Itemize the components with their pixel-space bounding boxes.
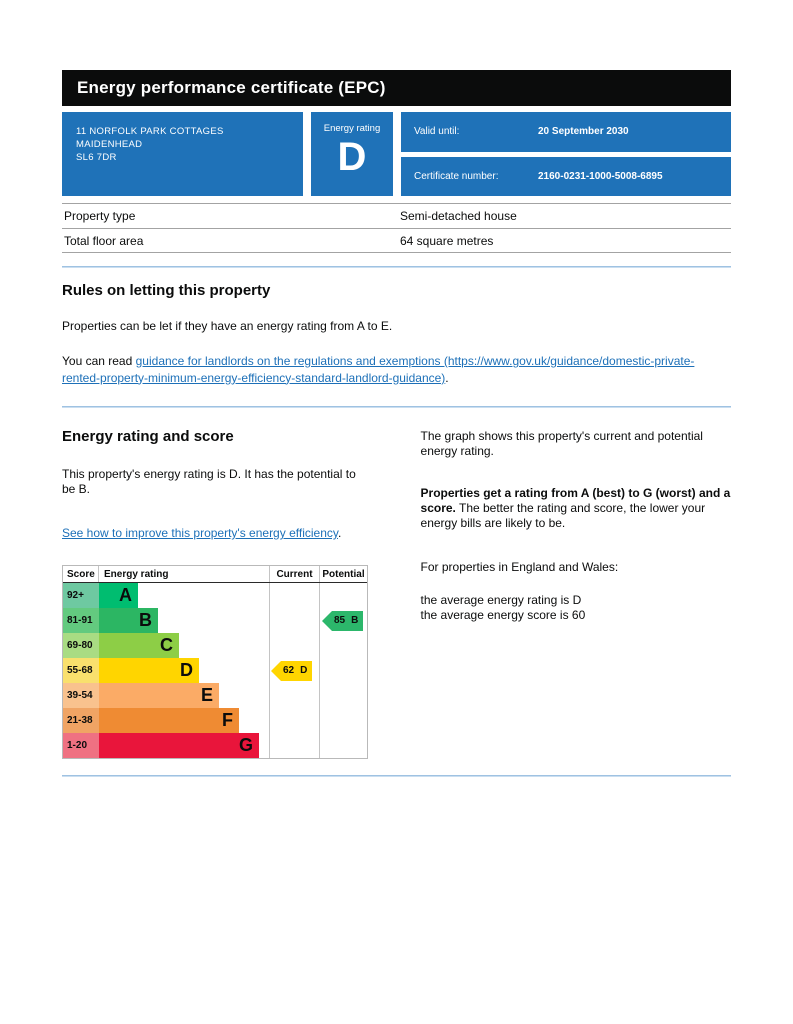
table-row — [62, 203, 731, 228]
chart-header — [63, 566, 367, 583]
band-bar-b: B — [99, 608, 158, 633]
rules-guidance-paragraph — [62, 353, 731, 386]
average-score-line: the average energy score is 60 — [420, 608, 586, 622]
rules-guidance-prefix: You can read — [62, 354, 136, 368]
rating-explanation-bold: Properties get a rating from A (best) to G (worst) and a score. — [420, 486, 731, 515]
band-bar-g: G — [99, 733, 259, 758]
score-range-g: 1-20 — [63, 733, 99, 758]
band-bar-e: E — [99, 683, 219, 708]
chart-row-band-g — [63, 733, 367, 758]
rules-section — [62, 282, 731, 386]
certificate-number-label: Certificate number: — [414, 170, 499, 182]
averages-paragraph — [421, 593, 731, 623]
address-line-1: 11 NORFOLK PARK COTTAGES — [76, 126, 224, 137]
rating-summary-paragraph: This property's energy rating is D. It has the potential to be B. — [62, 467, 356, 496]
score-range-a: 92+ — [63, 583, 99, 608]
section-divider — [62, 266, 731, 268]
band-bar-c: C — [99, 633, 179, 658]
address-line-2: MAIDENHEAD — [76, 139, 143, 150]
property-type-label: Property type — [64, 209, 136, 223]
energy-rating-value: D — [337, 135, 367, 179]
address-line-3: SL6 7DR — [76, 152, 117, 163]
average-rating-line: the average energy rating is D — [420, 593, 582, 607]
chart-header-current: Current — [269, 566, 319, 582]
certificate-number-value: 2160-0231-1000-5008-6895 — [538, 170, 663, 182]
rules-heading: Rules on letting this property — [62, 282, 271, 299]
score-range-d: 55-68 — [63, 658, 99, 683]
energy-rating-section — [62, 428, 731, 759]
current-rating-marker — [271, 661, 312, 681]
score-range-e: 39-54 — [63, 683, 99, 708]
potential-rating-marker — [322, 611, 363, 631]
chart-row-band-f — [63, 708, 367, 733]
total-floor-area-label: Total floor area — [64, 233, 144, 248]
table-row — [62, 228, 731, 253]
graph-description-paragraph: The graph shows this property's current and potential energy rating. — [420, 429, 703, 458]
improve-efficiency-link[interactable]: See how to improve this property's energy efficiency — [62, 526, 338, 540]
landlord-guidance-link[interactable]: guidance for landlords on the regulations and exemptions (https://www.gov.uk/guidance/domestic-private-rented-property-minimum-energy-efficiency-standard-landlord-guidance) — [62, 354, 695, 385]
valid-until-box — [401, 112, 731, 152]
band-bar-a: A — [99, 583, 138, 608]
rules-guidance-suffix: . — [445, 370, 449, 385]
potential-band: B — [351, 615, 359, 626]
header-bar — [62, 70, 731, 106]
improve-efficiency-suffix: . — [337, 526, 342, 540]
score-range-b: 81-91 — [63, 608, 99, 633]
valid-until-value: 20 September 2030 — [538, 126, 629, 138]
chart-header-potential: Potential — [319, 566, 367, 582]
chart-row-band-b — [63, 608, 367, 633]
potential-score: 85 — [334, 615, 346, 626]
total-floor-area-value: 64 square metres — [400, 233, 494, 248]
property-address — [62, 112, 303, 196]
page-title: Energy performance certificate (EPC) — [77, 78, 386, 97]
energy-rating-left-column — [62, 428, 370, 759]
england-wales-paragraph: For properties in England and Wales: — [420, 560, 619, 574]
energy-rating-label: Energy rating — [323, 123, 381, 134]
chart-row-band-a — [63, 583, 367, 608]
energy-rating-heading: Energy rating and score — [62, 428, 234, 445]
summary-boxes — [62, 112, 731, 196]
chart-header-score: Score — [63, 566, 99, 582]
band-bar-d: D — [99, 658, 199, 683]
arrow-left-icon — [271, 661, 281, 681]
current-score: 62 — [283, 665, 295, 676]
energy-rating-right-column — [421, 428, 731, 759]
valid-until-label: Valid until: — [414, 126, 460, 138]
current-band: D — [300, 665, 308, 676]
validity-column — [401, 112, 731, 196]
chart-row-band-e — [63, 683, 367, 708]
chart-row-band-d — [63, 658, 367, 683]
chart-header-rating: Energy rating — [104, 568, 169, 580]
chart-row-band-c — [63, 633, 367, 658]
property-type-value: Semi-detached house — [400, 209, 517, 223]
energy-rating-box — [311, 112, 393, 196]
arrow-left-icon — [322, 611, 332, 631]
rating-explanation-rest: The better the rating and score, the lower your energy bills are likely to be. — [420, 501, 706, 530]
rating-explanation-paragraph — [421, 486, 731, 531]
rules-paragraph: Properties can be let if they have an energy rating from A to E. — [62, 319, 393, 333]
score-range-f: 21-38 — [63, 708, 99, 733]
certificate-number-box — [401, 157, 731, 197]
band-bar-f: F — [99, 708, 239, 733]
section-divider — [62, 406, 731, 408]
score-range-c: 69-80 — [63, 633, 99, 658]
section-divider — [62, 775, 731, 777]
property-details-table — [62, 203, 731, 253]
improve-efficiency-paragraph — [62, 525, 370, 541]
epc-rating-chart — [62, 565, 368, 759]
